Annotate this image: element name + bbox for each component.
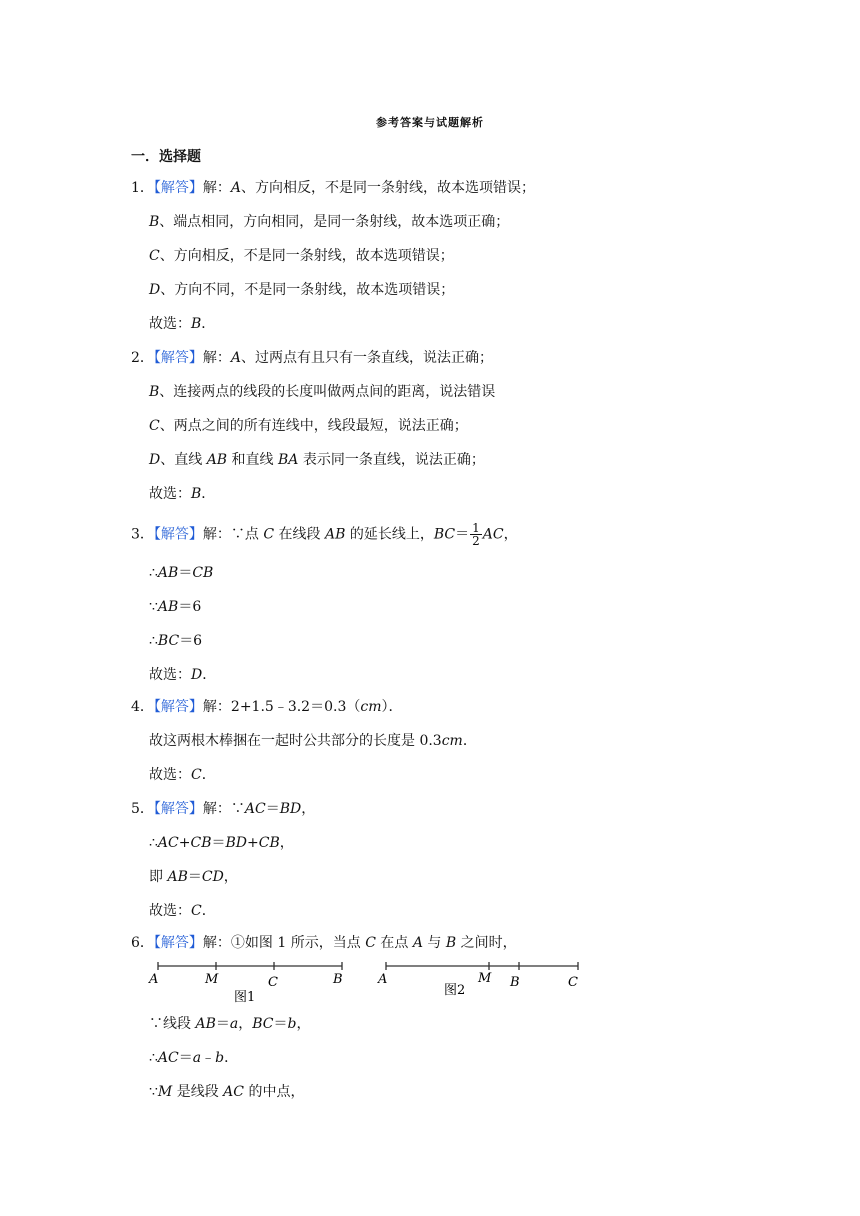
- q6-line-4: ∵M 是线段 AC 的中点，: [149, 1084, 305, 1100]
- q6-line-3: ∴AC＝a﹣b．: [149, 1050, 239, 1066]
- q2-line-2: B、连接两点的线段的长度叫做两点间的距离，说法错误: [149, 384, 496, 400]
- q1-line-3: C、方向相反，不是同一条射线，故本选项错误；: [149, 248, 454, 264]
- fig2-label-c: C: [568, 975, 578, 990]
- segment-figures: [146, 960, 586, 1008]
- page-title: 参考答案与试题解析: [376, 116, 484, 129]
- fig2-caption: 图2: [444, 983, 466, 998]
- question-number: 1．: [131, 180, 154, 196]
- q3-line-3: ∵AB＝6: [149, 599, 202, 615]
- q3-line-2: ∴AB＝CB: [149, 565, 214, 581]
- q3-answer: 故选：D．: [149, 667, 217, 683]
- q1-answer: 故选：B．: [149, 316, 216, 332]
- q2-line-1: 2．【解答】解：A、过两点有且只有一条直线，说法正确；: [131, 350, 494, 366]
- q2-line-4: D、直线 AB 和直线 BA 表示同一条直线，说法正确；: [149, 452, 485, 468]
- solution-label: 解：: [202, 350, 231, 366]
- answer-tag: 【解答】: [153, 180, 203, 196]
- q5-line-2: ∴AC+CB＝BD+CB，: [149, 835, 294, 851]
- fraction-one-half: $\frac{1}{2}$: [472, 521, 480, 548]
- q5-line-3: 即 AB＝CD，: [149, 869, 238, 885]
- question-number: 3．: [131, 526, 154, 543]
- solution-label: 解：: [202, 526, 231, 543]
- question-number: 4．: [131, 699, 154, 715]
- fig2-label-a: A: [378, 972, 388, 987]
- figure-2: [377, 962, 578, 998]
- section-heading: 一．选择题: [131, 149, 201, 165]
- q5-line-1: 5．【解答】解：∵AC＝BD，: [131, 801, 316, 817]
- answer-tag: 【解答】: [153, 699, 203, 715]
- fig2-label-b: B: [510, 975, 520, 990]
- question-number: 2．: [131, 350, 154, 366]
- q3-line-4: ∴BC＝6: [149, 633, 203, 649]
- q4-answer: 故选：C．: [149, 767, 216, 783]
- q1-line-2: B、端点相同，方向相同，是同一条射线，故本选项正确；: [149, 214, 510, 230]
- q5-answer: 故选：C．: [149, 903, 216, 919]
- q4-line-2: 故这两根木棒捆在一起时公共部分的长度是 0.3cm．: [149, 733, 477, 749]
- solution-label: 解：: [202, 180, 231, 196]
- q3-line-1: 3．【解答】解：∵点 C 在线段 AB 的延长线上，BC＝ $\frac{1}{2}$ AC，: [131, 521, 518, 548]
- q1-line-1: 1．【解答】解：A、方向相反，不是同一条射线，故本选项错误；: [131, 180, 536, 196]
- answer-tag: 【解答】: [153, 350, 203, 366]
- q6-line-2: ∵线段 AB＝a，BC＝b，: [149, 1016, 311, 1032]
- solution-label: 解：: [202, 801, 231, 817]
- question-number: 6．: [131, 935, 154, 951]
- answer-tag: 【解答】: [153, 935, 203, 951]
- q6-line-1: 6．【解答】解：①如图 1 所示，当点 C 在点 A 与 B 之间时，: [131, 935, 517, 951]
- fig1-label-c: C: [268, 975, 278, 990]
- solution-label: 解：: [202, 699, 231, 715]
- fig1-label-a: A: [149, 972, 159, 987]
- q1-line-4: D、方向不同，不是同一条射线，故本选项错误；: [149, 282, 455, 298]
- question-number: 5．: [131, 801, 154, 817]
- answer-tag: 【解答】: [153, 801, 203, 817]
- figure-1: [148, 962, 343, 1005]
- fig1-label-b: B: [333, 972, 343, 987]
- q2-line-3: C、两点之间的所有连线中，线段最短，说法正确；: [149, 418, 468, 434]
- fig1-caption: 图1: [234, 990, 256, 1005]
- q4-line-1: 4．【解答】解：2+1.5﹣3.2＝0.3（cm）．: [131, 699, 403, 715]
- solution-label: 解：: [202, 935, 231, 951]
- fig1-label-m: M: [205, 972, 219, 987]
- answer-tag: 【解答】: [153, 526, 203, 543]
- q2-answer: 故选：B．: [149, 486, 216, 502]
- fig2-label-m: M: [478, 971, 492, 986]
